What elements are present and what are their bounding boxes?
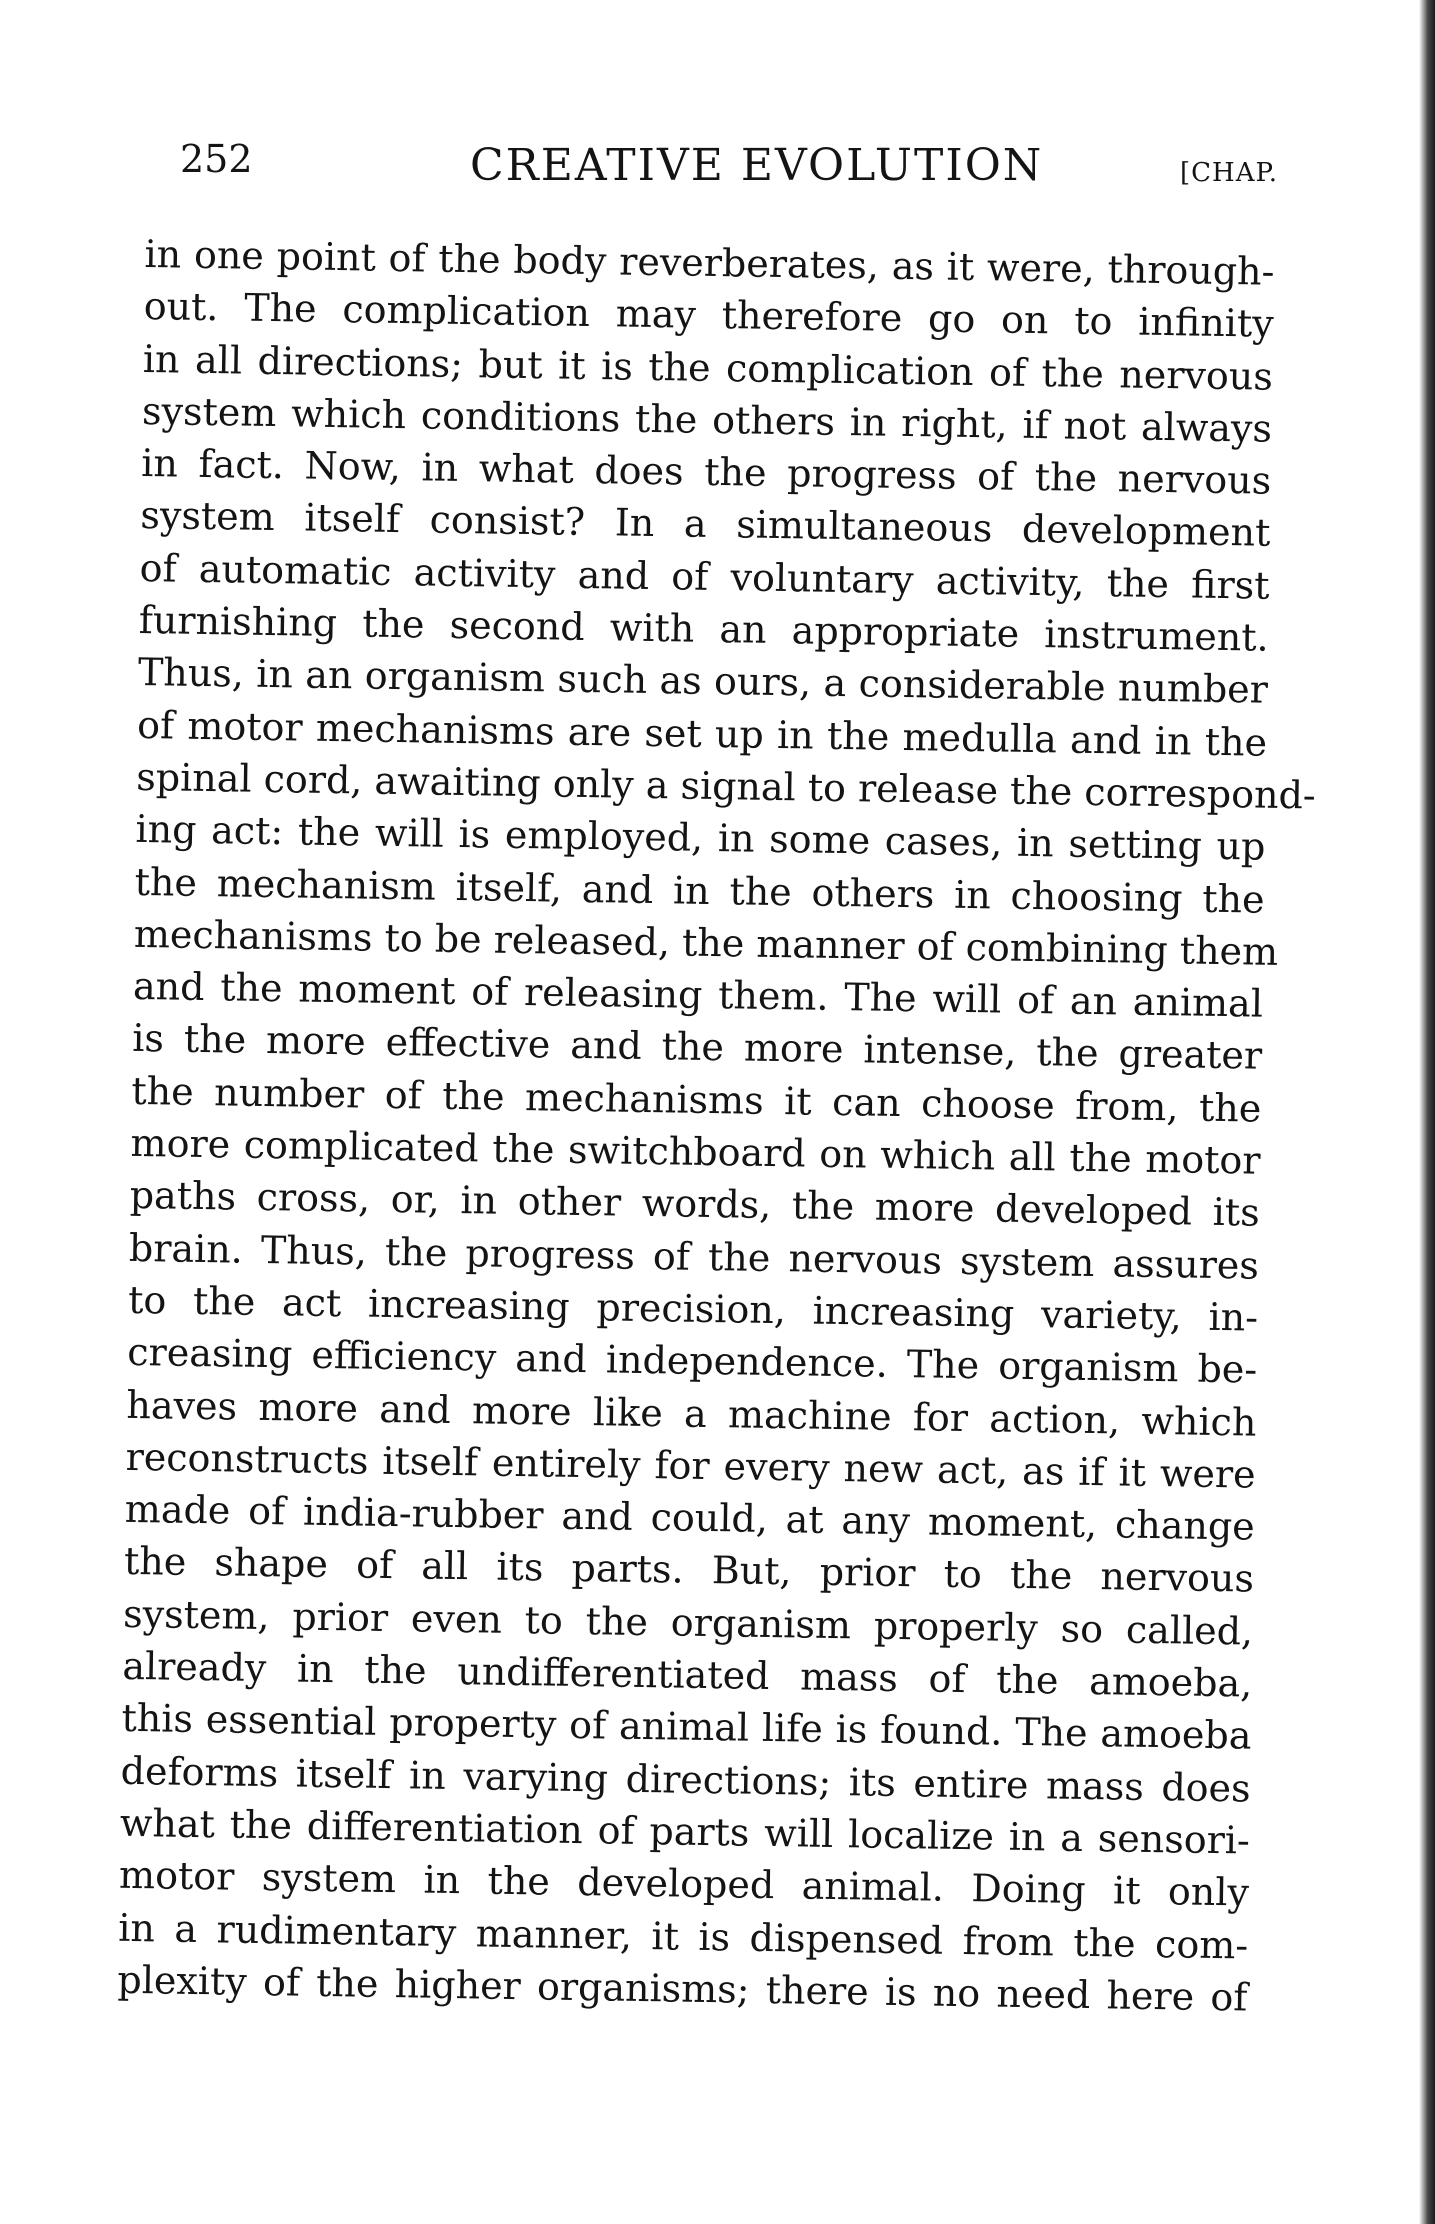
page-number: 252: [180, 137, 253, 181]
page-edge-shadow: [1419, 0, 1435, 2224]
text-line: spinal cord, awaiting only a signal to release the correspond-: [136, 754, 1317, 818]
text-line: in one point of the body reverberates, as it were, through-: [144, 231, 1275, 294]
text-line: of automatic activity and of voluntary activity, the first: [139, 545, 1270, 608]
text-line: plexity of the higher organisms; there is no need here of: [117, 1957, 1248, 2020]
chapter-label: [CHAP.: [1180, 158, 1278, 188]
text-line: the shape of all its parts. But, prior to the nervous: [123, 1539, 1255, 1602]
text-line: haves more and more like a machine for action, which: [126, 1382, 1257, 1445]
text-line: furnishing the second with an appropriate instrument.: [138, 598, 1270, 660]
text-line: already in the undifferentiated mass of the amoeba,: [122, 1643, 1253, 1706]
text-line: out. The complication may therefore go on to infinity: [143, 284, 1274, 347]
text-line: in all directions; but it is the complication of the nervous: [142, 336, 1274, 399]
text-line: brain. Thus, the progress of the nervous system assures: [128, 1225, 1260, 1288]
text-line: creasing efficiency and independence. The organism be-: [126, 1330, 1258, 1392]
text-line: what the differentiation of parts will localize in a sensori-: [119, 1800, 1251, 1863]
text-line: more complicated the switchboard on which all the motor: [130, 1120, 1261, 1183]
text-line: system itself consist? In a simultaneous development: [140, 493, 1271, 556]
text-line: this essential property of animal life is found. The amoeba: [121, 1696, 1252, 1758]
text-line: system, prior even to the organism properly so called,: [122, 1591, 1254, 1654]
text-line: in a rudimentary manner, it is dispensed from the com-: [117, 1905, 1249, 1968]
text-line: ing act: the will is employed, in some cases, in setting up: [135, 807, 1266, 869]
text-line: paths cross, or, in other words, the more developed its: [129, 1173, 1261, 1235]
text-line: and the moment of releasing them. The will of an animal: [132, 964, 1264, 1026]
text-line: deforms itself in varying directions; its entire mass does: [120, 1748, 1251, 1811]
text-line: in fact. Now, in what does the progress of the nervous: [140, 441, 1272, 503]
text-line: is the more effective and the more intense, the greater: [131, 1016, 1263, 1079]
text-line: mechanisms to be released, the manner of combining them: [133, 911, 1279, 974]
text-line: system which conditions the others in right, if not always: [141, 388, 1273, 451]
running-title: CREATIVE EVOLUTION: [470, 140, 1044, 191]
running-header: [180, 137, 1280, 200]
text-line: Thus, in an organism such as ours, a considerable number: [137, 650, 1269, 713]
text-line: to the act increasing precision, increasing variety, in-: [127, 1277, 1259, 1340]
text-line: made of india-rubber and could, at any moment, change: [124, 1486, 1256, 1549]
text-line: the mechanism itself, and in the others in choosing the: [134, 859, 1265, 922]
text-line: reconstructs itself entirely for every new act, as if it were: [125, 1434, 1256, 1497]
text-line: motor system in the developed animal. Doing it only: [118, 1853, 1250, 1915]
text-line: of motor mechanisms are set up in the medulla and in the: [136, 702, 1268, 765]
text-line: the number of the mechanisms it can choose from, the: [131, 1068, 1262, 1131]
body-text: [117, 228, 1317, 2024]
